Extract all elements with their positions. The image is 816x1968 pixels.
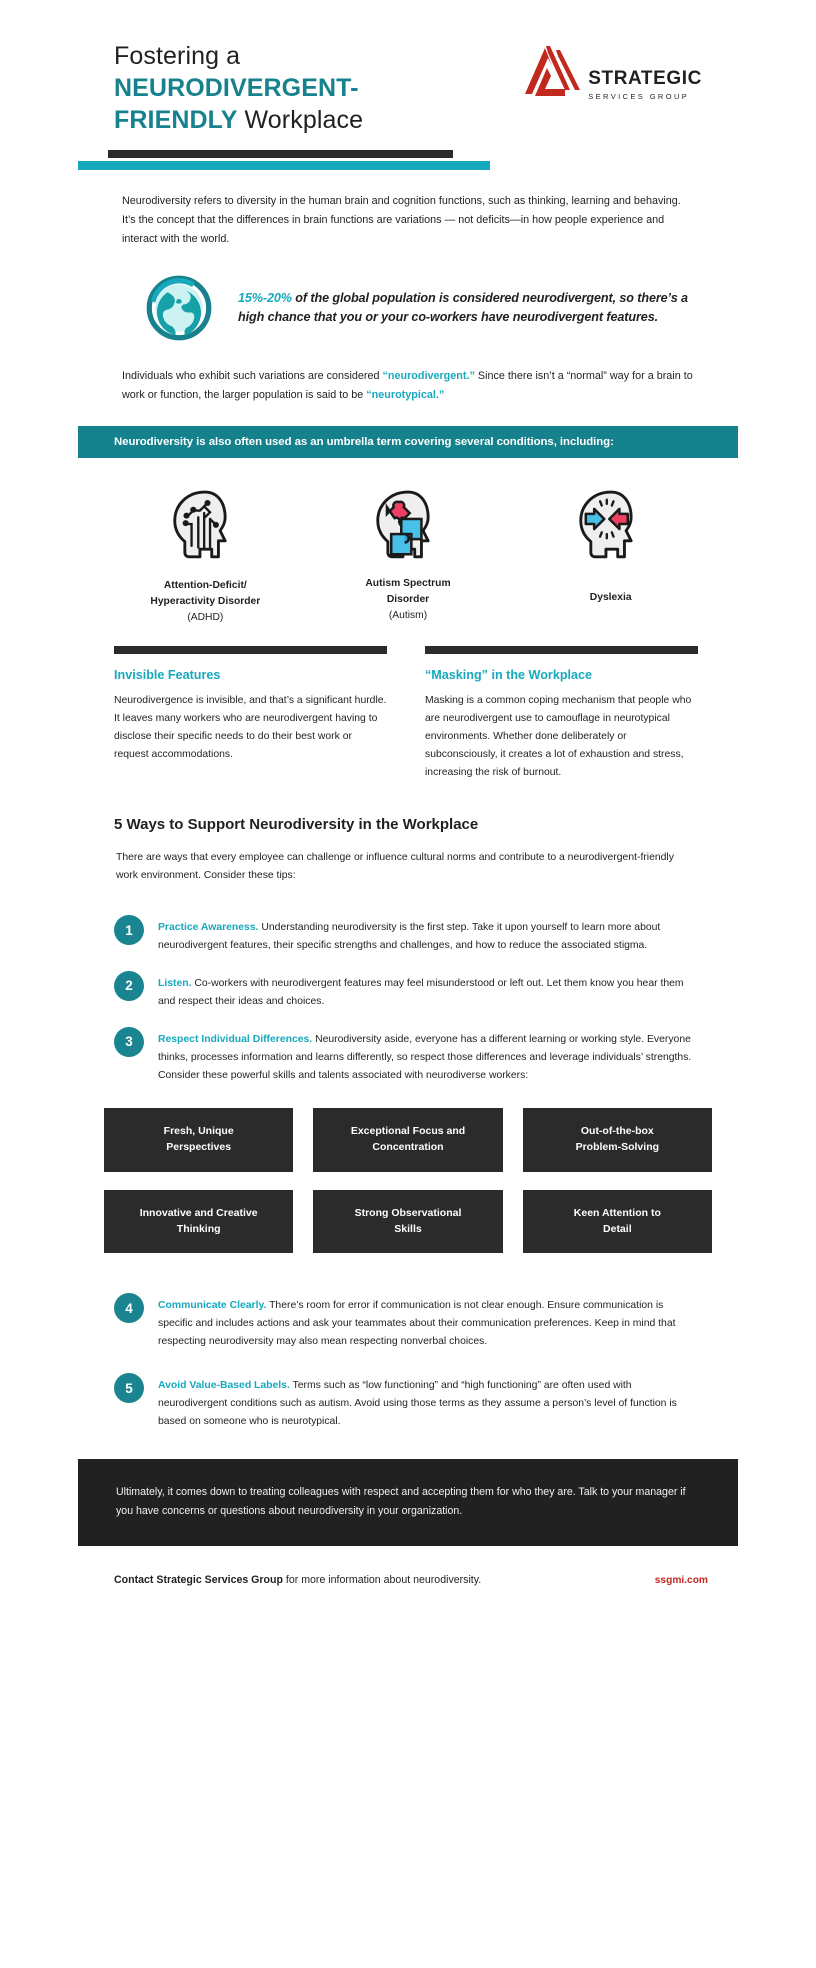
tips-list: [78, 885, 738, 1084]
definitions-part2: Since there isn’t a “normal” way for a brain to work or function, the larger population is said to be: [122, 369, 693, 401]
skill-line1: Fresh, Unique: [163, 1125, 234, 1138]
title-line-3-bold: FRIENDLY: [114, 106, 238, 134]
title-line-3-normal: Workplace: [237, 106, 364, 134]
skill-line2: Detail: [603, 1222, 632, 1235]
skills-row: [104, 1190, 712, 1254]
tip-number-badge: 2: [114, 971, 144, 1001]
column-bar: [114, 646, 387, 654]
logo-subtitle: SERVICES GROUP: [588, 91, 690, 101]
skill-box: [313, 1108, 502, 1172]
column-body: Neurodivergence is invisible, and that’s a significant hurdle. It leaves many workers who are neurodivergent having to disclose their specific needs to do their best work or request accommodations.: [114, 695, 387, 760]
umbrella-banner-text: Neurodiversity is also often used as an umbrella term covering several conditions, including:: [114, 436, 614, 449]
definitions-part1: Individuals who exhibit such variations are considered: [122, 369, 383, 382]
tip-text: [158, 1373, 698, 1431]
skill-box: [523, 1190, 712, 1254]
tip-item: [114, 1027, 698, 1085]
contact-url[interactable]: ssgmi.com: [654, 1575, 708, 1587]
column-masking: [425, 646, 698, 781]
closing-band: [78, 1459, 738, 1547]
tip-text: [158, 1027, 698, 1085]
skill-box: [104, 1108, 293, 1172]
logo-name: STRATEGIC: [588, 67, 702, 89]
infographic-page: [78, 0, 738, 1586]
condition-autism-line1: Autism Spectrum: [365, 578, 451, 590]
ways-section-title: 5 Ways to Support Neurodiversity in the Workplace: [114, 815, 479, 833]
skill-line2: Thinking: [176, 1222, 221, 1235]
triangle-logo-icon: [522, 44, 584, 102]
divider-bar-dark: [108, 150, 453, 158]
skill-line1: Out-of-the-box: [580, 1125, 654, 1138]
condition-dyslexia-line1: Dyslexia: [589, 592, 632, 604]
condition-autism-line3: (Autism): [388, 610, 428, 622]
umbrella-banner: [78, 426, 738, 458]
tip-number-badge: 1: [114, 915, 144, 945]
stat-percent: 15%-20%: [238, 290, 292, 305]
tip-body-text: Terms such as “low functioning” and “high functioning” are often used with neurodivergent conditions such as autism. Avoid using those terms as they assume a person’s level of function is based on someone who is neurotypical.: [158, 1380, 677, 1427]
header-divider: [78, 150, 738, 170]
tip-text: [158, 971, 698, 1011]
condition-adhd-line1: Attention-Deficit/: [163, 580, 247, 592]
condition-adhd-line3: (ADHD): [187, 612, 224, 624]
ways-intro: There are ways that every employee can challenge or influence cultural norms and contribute to a neurodivergent-friendly work environment. Consider these tips:: [116, 851, 674, 881]
skill-box: [104, 1190, 293, 1254]
tip-item: [114, 971, 698, 1011]
contact-rest: for more information about neurodiversity.: [282, 1574, 482, 1587]
contact-text: [114, 1574, 481, 1586]
tip-item: [114, 1293, 698, 1351]
skills-grid: [78, 1084, 738, 1253]
skill-line2: Perspectives: [166, 1141, 232, 1154]
skill-line2: Concentration: [372, 1141, 444, 1154]
tip-number-badge: 5: [114, 1373, 144, 1403]
stat-sentence: of the global population is considered neurodivergent, so there’s a high chance that you or your co-workers have neurodivergent features.: [238, 290, 688, 324]
condition-dyslexia: [509, 482, 712, 626]
head-circuit-icon: [163, 482, 247, 566]
tip-number-badge: 4: [114, 1293, 144, 1323]
condition-adhd: [104, 482, 307, 626]
definitions-paragraph: [78, 343, 738, 405]
globe-icon: [144, 273, 214, 343]
stat-callout: [78, 249, 738, 343]
title-line-1: Fostering a: [114, 42, 241, 70]
skill-line1: Strong Observational: [354, 1206, 462, 1219]
skill-line2: Problem-Solving: [575, 1141, 660, 1154]
column-body: Masking is a common coping mechanism that people who are neurodivergent use to camouflage in neurotypical environments. Whether done deliberately or subconsciously, it creates a lot of exhaustion and stress, increasing the risk of burnout.: [425, 695, 692, 778]
tip-body-text: There’s room for error if communication is not clear enough. Ensure communication is specific and includes actions and ask your teammates about their communication preferences. Keep in mind that respecting neurodiversity may also mean respecting nonverbal choices.: [158, 1300, 676, 1348]
header: [78, 0, 738, 136]
tips-list-continued: [78, 1271, 738, 1430]
two-column-section: [78, 626, 738, 781]
condition-adhd-line2: Hyperactivity Disorder: [150, 596, 261, 608]
title-line-2: NEURODIVERGENT-: [114, 74, 359, 102]
tip-lead: Respect Individual Differences.: [158, 1033, 313, 1045]
tip-number-badge: 3: [114, 1027, 144, 1057]
skill-box: [313, 1190, 502, 1254]
head-puzzle-icon: [366, 482, 450, 566]
title-line-3: [114, 104, 363, 136]
term-neurotypical: “neurotypical.”: [366, 388, 445, 401]
column-invisible-features: [114, 646, 387, 781]
condition-autism: [307, 482, 510, 626]
condition-autism-line2: Disorder: [386, 594, 430, 606]
contact-bold: Contact Strategic Services Group: [114, 1574, 283, 1587]
tip-body-text: Co-workers with neurodivergent features may feel misunderstood or left out. Let them know you hear them and respect their ideas and choices.: [158, 977, 684, 1007]
tip-body-text: Understanding neurodiversity is the first step. Take it upon yourself to learn more about neurodivergent features, their specific strengths and challenges, and how to reduce the associated stigma.: [158, 922, 661, 952]
tip-lead: Practice Awareness.: [158, 922, 259, 934]
term-neurodivergent: “neurodivergent.”: [382, 369, 475, 382]
divider-bar-teal: [78, 161, 490, 170]
page-title: [114, 36, 363, 136]
tip-item: [114, 915, 698, 955]
tip-item: [114, 1373, 698, 1431]
condition-adhd-label: [150, 578, 260, 626]
skill-box: [523, 1108, 712, 1172]
head-arrows-icon: [569, 482, 653, 566]
tip-text: [158, 915, 698, 955]
column-heading: Invisible Features: [114, 668, 221, 683]
tip-lead: Avoid Value-Based Labels.: [158, 1380, 290, 1392]
skill-line1: Exceptional Focus and: [350, 1125, 466, 1138]
logo-wordmark: [588, 69, 702, 103]
column-heading: “Masking” in the Workplace: [425, 668, 593, 683]
stat-text: [238, 289, 688, 327]
brand-logo: [522, 36, 708, 102]
intro-paragraph: Neurodiversity refers to diversity in the human brain and cognition functions, such as thinking, learning and behaving. It’s the concept that the differences in brain functions are variations — not deficits—in how people experience and interact with the world.: [122, 195, 681, 245]
column-bar: [425, 646, 698, 654]
contact-footer: [78, 1546, 738, 1586]
skills-row: [104, 1108, 712, 1172]
condition-dyslexia-label: [590, 590, 632, 606]
tip-lead: Listen.: [158, 977, 192, 989]
tip-lead: Communicate Clearly.: [158, 1300, 267, 1312]
tip-text: [158, 1293, 698, 1351]
tip-body-text: Neurodiversity aside, everyone has a different learning or working style. Everyone thinks, processes information and learns differently, so respect those differences and leverage individuals’ strengths. Consider these powerful skills and talents associated with neurodiverse workers:: [158, 1033, 692, 1081]
skill-line1: Keen Attention to: [573, 1206, 661, 1219]
condition-autism-label: [365, 576, 450, 624]
skill-line2: Skills: [394, 1222, 422, 1235]
conditions-row: [78, 458, 738, 626]
closing-text: Ultimately, it comes down to treating colleagues with respect and accepting them for who they are. Talk to your manager if you have concerns or questions about neurodiversity in your organization.: [116, 1485, 686, 1517]
logo-row: [522, 44, 702, 102]
skill-line1: Innovative and Creative: [139, 1206, 258, 1219]
